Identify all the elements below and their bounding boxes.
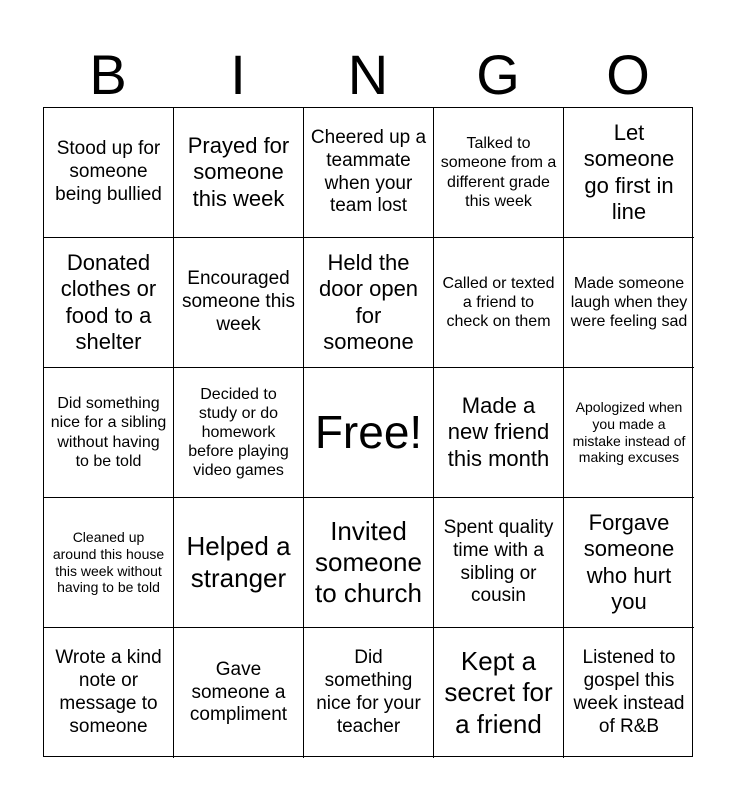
bingo-cell-g4[interactable] bbox=[434, 498, 564, 628]
bingo-cell-text: Decided to study or do homework before playing video games bbox=[188, 385, 289, 480]
bingo-cell-n5[interactable] bbox=[304, 628, 434, 758]
free-space-text: Free! bbox=[314, 405, 423, 458]
bingo-cell-b1[interactable] bbox=[44, 108, 174, 238]
bingo-cell-text: Stood up for someone being bullied bbox=[55, 138, 162, 205]
header-letter-b: B bbox=[89, 43, 127, 106]
bingo-cell-b3[interactable] bbox=[44, 368, 174, 498]
bingo-cell-i5[interactable] bbox=[174, 628, 304, 758]
bingo-cell-text: Kept a secret for a friend bbox=[444, 646, 553, 739]
header-letter-i: I bbox=[230, 43, 246, 106]
bingo-cell-o1[interactable] bbox=[564, 108, 694, 238]
bingo-cell-text: Wrote a kind note or message to someone bbox=[55, 647, 162, 737]
bingo-cell-text: Listened to gospel this week instead of R&B bbox=[573, 647, 685, 737]
bingo-cell-text: Made someone laugh when they were feeling sad bbox=[570, 274, 688, 331]
bingo-cell-text: Did something nice for your teacher bbox=[316, 647, 421, 737]
bingo-cell-text: Donated clothes or food to a shelter bbox=[60, 249, 157, 354]
bingo-board bbox=[43, 107, 693, 757]
bingo-cell-n2[interactable] bbox=[304, 238, 434, 368]
bingo-cell-n1[interactable] bbox=[304, 108, 434, 238]
bingo-cell-text: Called or texted a friend to check on them bbox=[442, 274, 555, 331]
bingo-header bbox=[43, 44, 693, 106]
bingo-cell-b5[interactable] bbox=[44, 628, 174, 758]
bingo-cell-text: Held the door open for someone bbox=[318, 249, 419, 354]
bingo-cell-g2[interactable] bbox=[434, 238, 564, 368]
bingo-cell-text: Talked to someone from a different grade this week bbox=[440, 135, 557, 210]
free-space[interactable] bbox=[304, 368, 434, 498]
bingo-cell-text: Forgave someone who hurt you bbox=[583, 509, 675, 614]
bingo-cell-text: Made a new friend this month bbox=[447, 392, 550, 471]
bingo-cell-text: Prayed for someone this week bbox=[187, 132, 290, 211]
bingo-cell-text: Apologized when you made a mistake instead of making excuses bbox=[572, 398, 686, 466]
bingo-cell-text: Let someone go first in line bbox=[583, 119, 675, 224]
header-letter-n: N bbox=[347, 43, 389, 106]
bingo-cell-i4[interactable] bbox=[174, 498, 304, 628]
bingo-cell-text: Spent quality time with a sibling or cousin bbox=[443, 516, 554, 607]
header-letter-o: O bbox=[606, 43, 650, 106]
bingo-cell-text: Invited someone to church bbox=[315, 515, 422, 609]
bingo-cell-b2[interactable] bbox=[44, 238, 174, 368]
bingo-cell-text: Helped a stranger bbox=[186, 531, 291, 593]
bingo-cell-g5[interactable] bbox=[434, 628, 564, 758]
bingo-cell-i2[interactable] bbox=[174, 238, 304, 368]
bingo-cell-text: Gave someone a compliment bbox=[189, 658, 288, 726]
bingo-cell-i3[interactable] bbox=[174, 368, 304, 498]
bingo-cell-n4[interactable] bbox=[304, 498, 434, 628]
bingo-cell-i1[interactable] bbox=[174, 108, 304, 238]
bingo-cell-g1[interactable] bbox=[434, 108, 564, 238]
bingo-cell-o2[interactable] bbox=[564, 238, 694, 368]
bingo-cell-o5[interactable] bbox=[564, 628, 694, 758]
bingo-cell-text: Cheered up a teammate when your team lost bbox=[310, 126, 427, 217]
bingo-cell-o3[interactable] bbox=[564, 368, 694, 498]
bingo-cell-text: Encouraged someone this week bbox=[181, 268, 295, 335]
bingo-cell-o4[interactable] bbox=[564, 498, 694, 628]
bingo-cell-b4[interactable] bbox=[44, 498, 174, 628]
bingo-cell-text: Cleaned up around this house this week without having to be told bbox=[52, 528, 165, 596]
header-letter-g: G bbox=[476, 43, 520, 106]
bingo-cell-text: Did something nice for a sibling without having to be told bbox=[50, 395, 167, 470]
bingo-cell-g3[interactable] bbox=[434, 368, 564, 498]
